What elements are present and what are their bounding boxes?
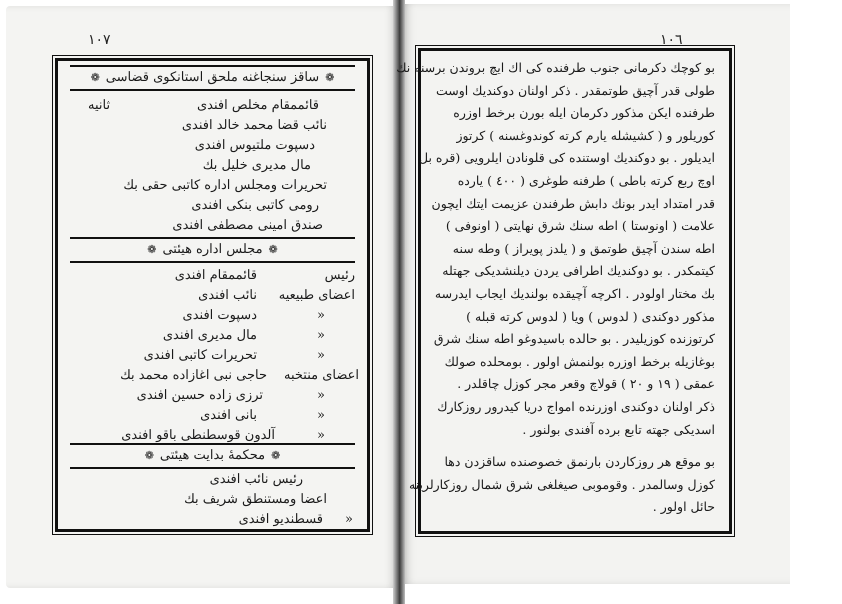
council-role: « (317, 388, 325, 403)
text-line: بو كوچك دكرمانى جنوب طرفنده كى اك ايچ بروندن برسنه نك (396, 60, 715, 75)
left-page-frame (55, 58, 370, 532)
council-member: دسپوت افندى (182, 308, 257, 323)
text-line: اسديكى جهته تابع برده آفندى بولنور . (522, 421, 715, 437)
paragraph (396, 57, 715, 441)
court-member: قسطنديو افندى (238, 512, 323, 527)
council-title-banner (70, 237, 355, 263)
council-member: تحريرات كاتبى افندى (143, 348, 257, 363)
council-title: مجلس اداره هيئتى (162, 242, 263, 257)
text-line: حائل اولور . (652, 499, 715, 515)
text-line: ايديلور . بو دوكنديك اوستنده كى قلونادن ايلرويى (قره بل (419, 150, 715, 166)
official-line: مال مديرى خليل بك (202, 158, 311, 173)
section-title-banner (70, 65, 355, 91)
text-line: بوغازيله برخط اوزره بولنمش اولور . بومحلده صولك (444, 353, 715, 369)
text-line: علامت ( اونوستا ) اطه سنك شرق نهايتى ( اونوفى ) (445, 218, 715, 234)
text-line: كوزل وسالمدر . وقوموبى صيغلغى شرق شمال روزكارلرينه (408, 476, 715, 492)
right-page-number: ١٠٦ (660, 32, 683, 48)
text-line: طرفنده ايكن مذكور دكرمان ايله بورن برخط اوزره (453, 105, 715, 121)
text-line: كرتوزنده كوزيليدر . بو حالده باسيدوغو اطه سنك شرق (433, 331, 715, 347)
council-role: اعضاى منتخبه (283, 368, 359, 383)
council-role: رئيس (324, 268, 355, 283)
official-line: نائب قضا محمد خالد افندى (181, 118, 327, 133)
section-title: ساقز سنجاغنه ملحق استانكوى قضاسى (105, 70, 320, 85)
court-member: اعضا ومستنطق شريف بك (184, 492, 327, 507)
council-role: « (317, 408, 325, 423)
text-line: قدر امتداد ايدر بونك دابش طرفندن عزيمت ايتك ايچون (431, 195, 715, 211)
text-line: طولى قدر آچيق طوتمقدر . ذكر اولنان دوكنديك اوست (435, 82, 715, 98)
paragraph (408, 451, 715, 519)
right-page-frame (396, 48, 732, 534)
book-gutter (393, 0, 405, 604)
text-line: مذكور دوكندى ( لدوس ) ويا ( لدوس كرته قبله ) (466, 308, 715, 324)
text-line: اوچ ربع كرته باطى ) طرفنه طوغرى ( ٤٠٠ ) يارده (457, 172, 715, 188)
council-role: « (317, 348, 325, 363)
ornament-icon: ❁ (90, 71, 100, 84)
ornament-icon: ❁ (144, 449, 154, 462)
official-line: رومى كاتبى بنكى افندى (191, 198, 319, 213)
court-role: « (345, 512, 353, 527)
council-role: « (317, 308, 325, 323)
text-line: كيتمكدر . بو دوكنديك اطرافى يردن ديلنشديكى جهتله (442, 263, 715, 279)
text-line: ذكر اولنان دوكندى اوزرنده امواج دريا كيدرور روزكارك (437, 398, 715, 414)
official-note: ثانيه (88, 98, 111, 113)
ornament-icon: ❁ (147, 243, 157, 256)
official-line: تحريرات ومجلس اداره كاتبى حقى بك (123, 178, 327, 193)
ornament-icon: ❁ (325, 71, 335, 84)
text-line: عمقى ( ١٩ و ٢٠ ) قولاچ وقعر مجر كوزل چاقلدر . (457, 376, 715, 392)
official-line: قائممقام مخلص افندى (196, 98, 319, 113)
text-line: بك مختار اولودر . اكرچه آچيقده بولنديك ايجاب ايدرسه (434, 285, 715, 301)
text-line: اطه سندن آچيق طوتمق و ( يلدز پويراز ) وطه سنه (452, 240, 715, 256)
left-page-number: ١٠٧ (88, 32, 111, 48)
council-role: اعضاى طبيعيه (278, 288, 355, 303)
council-member: حاجى نبى اغازاده محمد بك (120, 368, 267, 383)
official-line: دسپوت ملتيوس افندى (194, 138, 315, 153)
court-title-banner (70, 443, 355, 469)
text-line: كوريلور و ( كشيشله يارم كرته كوندوغسنه ) كرتوز (456, 127, 715, 143)
ornament-icon: ❁ (271, 449, 281, 462)
council-member: نائب افندى (198, 288, 257, 303)
council-member: مال مديرى افندى (162, 328, 257, 343)
council-role: « (317, 428, 325, 443)
official-line: صندق امينى مصطفى افندى (172, 218, 323, 233)
council-member: قائممقام افندى (174, 268, 257, 283)
council-member: آلدون قوسطنطى باقو افندى (121, 428, 275, 443)
text-line: بو موقع هر روزكاردن بارنمق خصوصنده ساقزدن دها (444, 454, 715, 469)
council-member: بانى افندى (200, 408, 257, 423)
ornament-icon: ❁ (268, 243, 278, 256)
council-role: « (317, 328, 325, 343)
council-member: ترزى زاده حسين افندى (136, 388, 263, 403)
court-member: رئيس نائب افندى (209, 472, 303, 487)
court-title: محكمهٔ بدايت هيئتى (159, 448, 266, 463)
